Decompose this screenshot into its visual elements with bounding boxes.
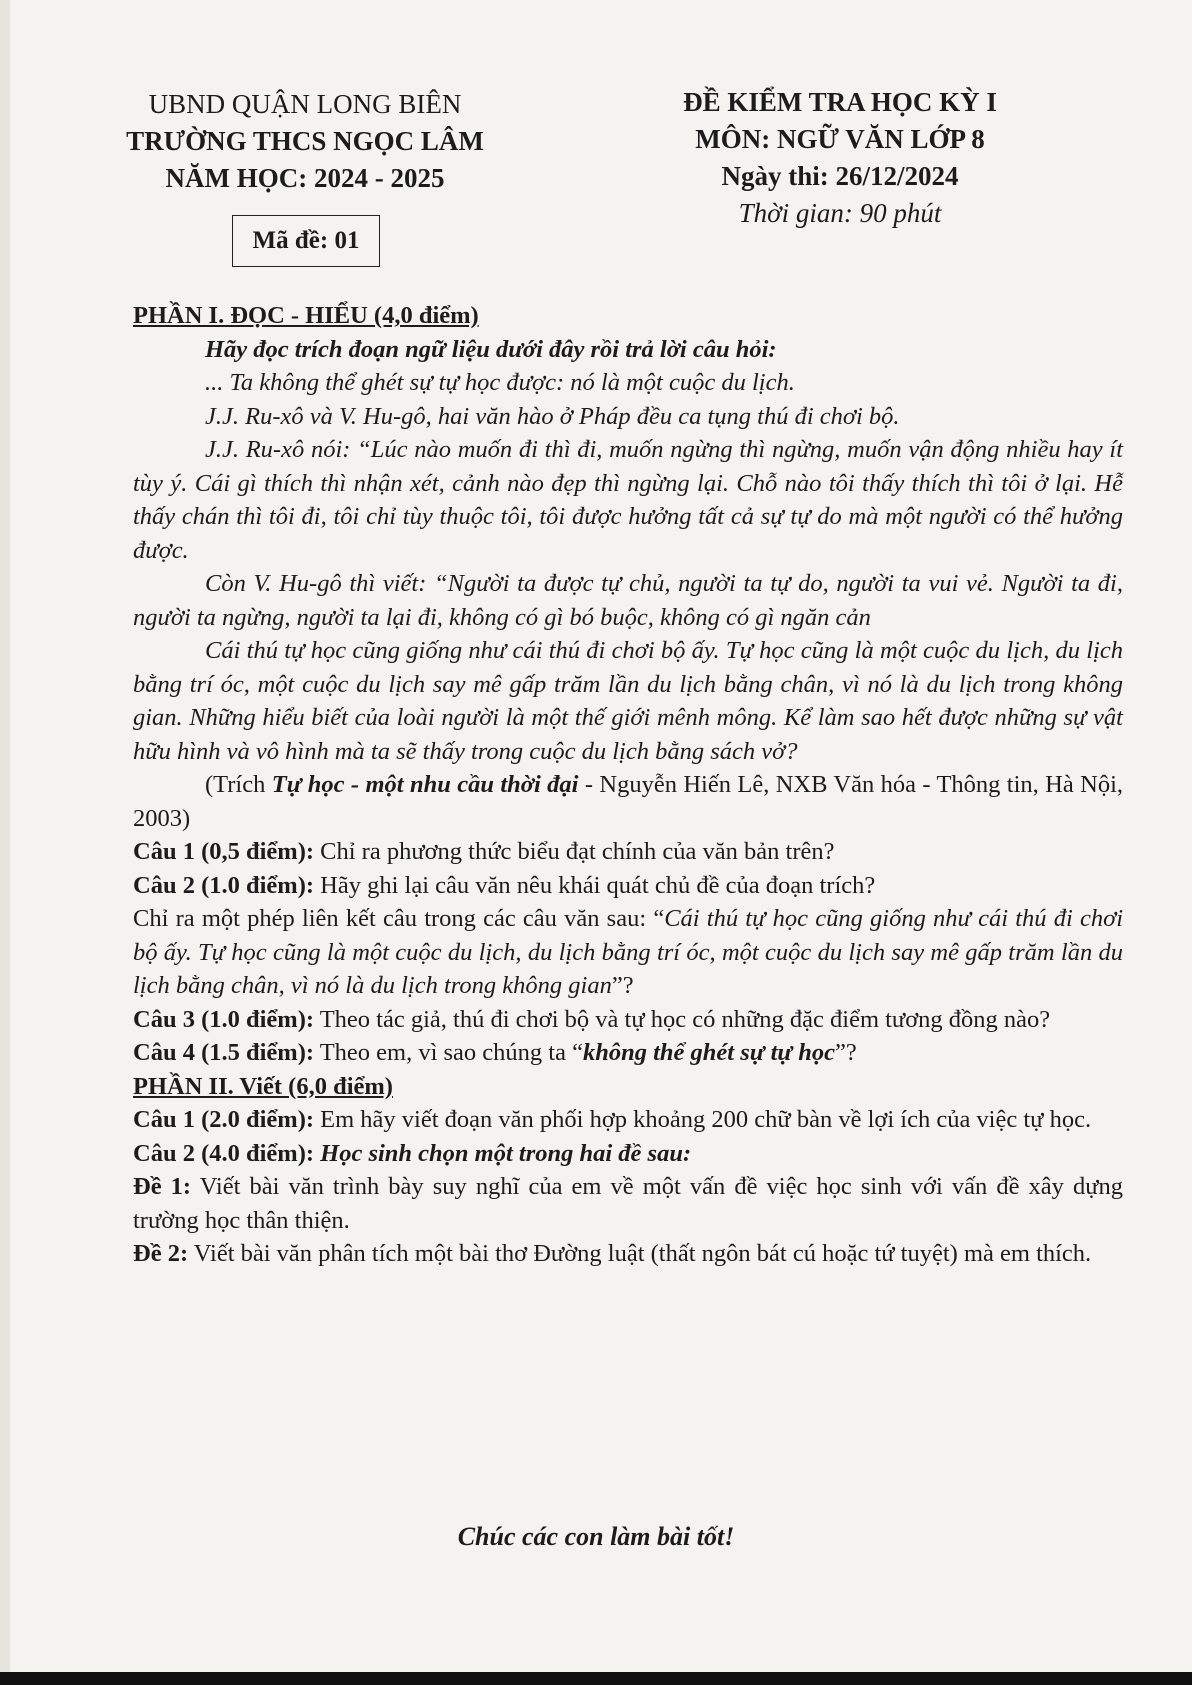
school-header bbox=[110, 86, 500, 197]
de2-text: Viết bài văn phân tích một bài thơ Đường luật (thất ngôn bát cú hoặc tứ tuyệt) mà em thích. bbox=[188, 1240, 1092, 1267]
part2-heading: PHẦN II. Viết (6,0 điểm) bbox=[133, 1072, 393, 1100]
question-3 bbox=[133, 1003, 1123, 1037]
w1-label: Câu 1 (2.0 điểm): bbox=[133, 1106, 315, 1133]
school-name: TRƯỜNG THCS NGỌC LÂM bbox=[126, 126, 484, 156]
topic-1 bbox=[133, 1170, 1123, 1237]
q2-label: Câu 2 (1.0 điểm): bbox=[133, 871, 315, 899]
de2-label: Đề 2: bbox=[133, 1240, 189, 1267]
w1-text: Em hãy viết đoạn văn phối hợp khoảng 200 chữ bàn về lợi ích của việc tự học. bbox=[314, 1106, 1092, 1133]
exam-duration: Thời gian: 90 phút bbox=[738, 198, 942, 228]
q4-label: Câu 4 (1.5 điểm): bbox=[133, 1039, 315, 1066]
passage-p1: ... Ta không thể ghét sự tự học được: nó là một cuộc du lịch. bbox=[205, 369, 795, 396]
q2b-suffix: ”? bbox=[611, 972, 634, 999]
w2-text: Học sinh chọn một trong hai đề sau: bbox=[314, 1139, 692, 1167]
q2b-quote: Cái thú tự học cũng giống như cái thú đi chơi bộ ấy. Tự học cũng là một cuộc du lịch, du lịch bằng trí óc, một cuộc du lịch say mê gấp trăm lần du lịch bằng chân, vì nó là du lịch trong không gian bbox=[133, 905, 1123, 999]
de1-text: Viết bài văn trình bày suy nghĩ của em về một vấn đề việc học sinh với vấn đề xây dựng trường học thân thiện. bbox=[133, 1173, 1123, 1234]
passage-p3: J.J. Ru-xô nói: “Lúc nào muốn đi thì đi, muốn ngừng thì ngừng, muốn vận động nhiều hay ít tùy ý. Cái gì thích thì nhận xét, cảnh nào đẹp thì ngừng lại. Chỗ nào tôi thấy thích thì tôi ở lại. Hễ thấy chán thì tôi đi, tôi chỉ tùy thuộc tôi, tôi được hưởng tất cả sự tự do mà một người có thể hưởng được. bbox=[133, 436, 1123, 564]
exam-code-box: Mã đề: 01 bbox=[232, 215, 380, 267]
exam-date: Ngày thi: 26/12/2024 bbox=[721, 161, 959, 191]
q4-suffix: ”? bbox=[834, 1039, 857, 1066]
q1-text: Chỉ ra phương thức biểu đạt chính của văn bản trên? bbox=[314, 838, 835, 865]
closing-wish: Chúc các con làm bài tốt! bbox=[457, 1522, 735, 1551]
part1-heading: PHẦN I. ĐỌC - HIỂU (4,0 điểm) bbox=[133, 302, 479, 329]
q2b-prefix: Chỉ ra một phép liên kết câu trong các câu văn sau: “ bbox=[133, 905, 665, 932]
question-1 bbox=[133, 835, 1123, 869]
q2-text: Hãy ghi lại câu văn nêu khái quát chủ đề của đoạn trích? bbox=[314, 871, 876, 899]
exam-body bbox=[133, 299, 1123, 1271]
q3-text: Theo tác giả, thú đi chơi bộ và tự học có những đặc điểm tương đồng nào? bbox=[314, 1005, 1051, 1033]
district-name: UBND QUẬN LONG BIÊN bbox=[148, 89, 462, 119]
scan-edge bbox=[0, 0, 10, 1685]
part1-instruction: Hãy đọc trích đoạn ngữ liệu dưới đây rồi trả lời câu hỏi: bbox=[205, 335, 777, 363]
topic-2 bbox=[133, 1237, 1123, 1271]
passage-source bbox=[133, 768, 1123, 835]
de1-label: Đề 1: bbox=[133, 1173, 192, 1200]
q4-quote: không thể ghét sự tự học bbox=[583, 1039, 835, 1066]
q3-label: Câu 3 (1.0 điểm): bbox=[133, 1005, 315, 1033]
passage-p5: Cái thú tự học cũng giống như cái thú đi chơi bộ ấy. Tự học cũng là một cuộc du lịch, du lịch bằng trí óc, một cuộc du lịch say mê gấp trăm lần du lịch bằng chân, vì nó là du lịch trong không gian. Những hiểu biết của loài người là một thế giới mênh mông. Kể làm sao hết được những sự vật hữu hình và vô hình mà ta sẽ thấy trong cuộc du lịch bằng sách vở? bbox=[133, 637, 1123, 765]
scan-bottom-edge bbox=[0, 1672, 1192, 1685]
question-2 bbox=[133, 869, 1123, 903]
exam-title: ĐỀ KIỂM TRA HỌC KỲ I bbox=[683, 87, 997, 117]
school-year: NĂM HỌC: 2024 - 2025 bbox=[165, 163, 445, 193]
exam-subject: MÔN: NGỮ VĂN LỚP 8 bbox=[695, 124, 985, 154]
source-suffix: - Nguyễn Hiến Lê, NXB Văn hóa - Thông tin, Hà Nội, 2003) bbox=[133, 771, 1123, 832]
writing-question-2 bbox=[133, 1137, 1123, 1171]
q1-label: Câu 1 (0,5 điểm): bbox=[133, 838, 315, 865]
writing-question-1 bbox=[133, 1103, 1123, 1137]
question-2b bbox=[133, 902, 1123, 1003]
passage-p2: J.J. Ru-xô và V. Hu-gô, hai văn hào ở Pháp đều ca tụng thú đi chơi bộ. bbox=[205, 402, 900, 430]
w2-label: Câu 2 (4.0 điểm): bbox=[133, 1139, 315, 1167]
passage-p4: Còn V. Hu-gô thì viết: “Người ta được tự chủ, người ta tự do, người ta vui vẻ. Người ta đi, người ta ngừng, người ta lại đi, không có gì bó buộc, không có gì ngăn cản bbox=[133, 570, 1123, 631]
exam-header bbox=[650, 84, 1030, 232]
question-4 bbox=[133, 1036, 1123, 1070]
source-prefix: (Trích bbox=[205, 771, 272, 798]
q4-prefix: Theo em, vì sao chúng ta “ bbox=[314, 1039, 583, 1066]
source-title: Tự học - một nhu cầu thời đại bbox=[271, 771, 579, 798]
